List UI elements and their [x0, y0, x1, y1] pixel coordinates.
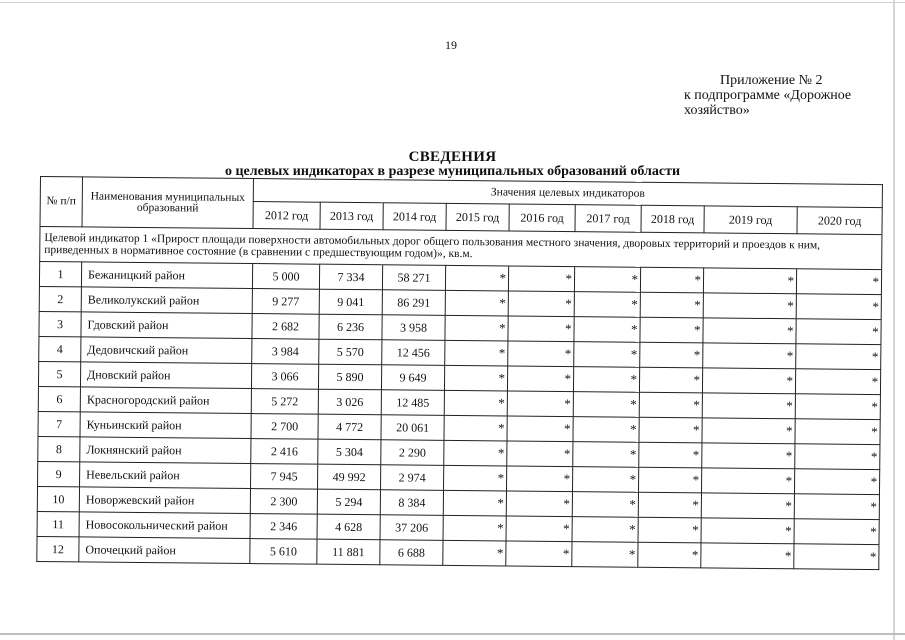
- value-cell-empty: *: [572, 467, 638, 493]
- value-cell-empty: *: [639, 417, 702, 443]
- value-cell: 5 570: [319, 339, 382, 365]
- col-header-year: 2020 год: [797, 207, 882, 234]
- municipality-name: Красногородский район: [80, 387, 251, 414]
- value-cell: 9 277: [252, 289, 319, 315]
- value-cell-empty: *: [640, 342, 703, 368]
- col-header-number: № п/п: [40, 177, 82, 227]
- value-cell-empty: *: [638, 517, 701, 543]
- value-cell-empty: *: [508, 341, 574, 367]
- value-cell-empty: *: [445, 340, 508, 366]
- value-cell: 8 384: [380, 490, 443, 516]
- value-cell-empty: *: [796, 269, 881, 295]
- col-header-year: 2013 год: [320, 203, 383, 230]
- document-subtitle: о целевых индикаторах в разрезе муниципальных образований области: [224, 164, 681, 179]
- col-header-name: Наименования муниципальных образований: [82, 177, 253, 229]
- value-cell: 7 945: [251, 464, 318, 490]
- value-cell: 2 682: [252, 314, 319, 340]
- row-number: 3: [39, 311, 81, 336]
- value-cell: 3 984: [252, 339, 319, 365]
- value-cell-empty: *: [640, 292, 703, 318]
- value-cell-empty: *: [573, 417, 639, 443]
- municipality-name: Бежаницкий район: [81, 262, 252, 289]
- row-number: 9: [38, 461, 80, 486]
- row-number: 8: [38, 436, 80, 461]
- appendix-line-1: Приложение № 2: [720, 73, 823, 88]
- row-number: 11: [37, 511, 79, 536]
- value-cell: 5 272: [251, 389, 318, 415]
- value-cell-empty: *: [508, 291, 574, 317]
- value-cell: 12 485: [381, 390, 444, 416]
- value-cell-empty: *: [507, 416, 573, 442]
- value-cell-empty: *: [574, 267, 640, 293]
- value-cell-empty: *: [701, 493, 794, 519]
- value-cell-empty: *: [507, 441, 573, 467]
- value-cell: 12 456: [382, 340, 445, 366]
- col-header-values: Значения целевых индикаторов: [253, 179, 882, 209]
- value-cell: 58 271: [382, 265, 445, 291]
- value-cell: 86 291: [382, 290, 445, 316]
- value-cell-empty: *: [574, 342, 640, 368]
- value-cell: 2 416: [251, 439, 318, 465]
- value-cell: 2 290: [381, 440, 444, 466]
- value-cell-empty: *: [795, 369, 880, 395]
- value-cell-empty: *: [703, 293, 796, 319]
- value-cell-empty: *: [444, 440, 507, 466]
- value-cell: 37 206: [380, 515, 443, 541]
- value-cell: 6 236: [319, 314, 382, 340]
- value-cell-empty: *: [640, 317, 703, 343]
- value-cell-empty: *: [638, 542, 701, 568]
- value-cell: 5 294: [317, 489, 380, 515]
- value-cell-empty: *: [506, 491, 572, 517]
- value-cell-empty: *: [702, 368, 795, 394]
- value-cell-empty: *: [572, 492, 638, 518]
- row-number: 6: [38, 386, 80, 411]
- value-cell: 5 890: [318, 364, 381, 390]
- value-cell-empty: *: [638, 492, 701, 518]
- value-cell-empty: *: [703, 268, 796, 294]
- scan-edge-top: [0, 2, 905, 3]
- value-cell-empty: *: [443, 490, 506, 516]
- value-cell: 2 700: [251, 414, 318, 440]
- value-cell-empty: *: [574, 317, 640, 343]
- scan-edge-right: [893, 0, 895, 640]
- value-cell: 4 628: [317, 514, 380, 540]
- appendix-note: [684, 73, 851, 118]
- value-cell-empty: *: [444, 415, 507, 441]
- value-cell-empty: *: [701, 543, 794, 569]
- row-number: 1: [39, 262, 81, 287]
- value-cell: 5 000: [252, 264, 319, 290]
- value-cell: 11 881: [317, 539, 380, 565]
- value-cell-empty: *: [703, 343, 796, 369]
- municipality-name: Опочецкий район: [79, 537, 250, 564]
- value-cell-empty: *: [638, 467, 701, 493]
- value-cell-empty: *: [640, 267, 703, 293]
- municipality-name: Новоржевский район: [79, 487, 250, 514]
- value-cell-empty: *: [507, 366, 573, 392]
- col-header-year: 2016 год: [509, 204, 575, 231]
- value-cell-empty: *: [639, 442, 702, 468]
- value-cell-empty: *: [573, 392, 639, 418]
- value-cell-empty: *: [506, 541, 572, 567]
- appendix-line-2: к подпрограмме «Дорожное: [684, 88, 852, 103]
- municipality-name: Великолукский район: [81, 287, 252, 314]
- value-cell: 9 041: [319, 289, 382, 315]
- value-cell-empty: *: [443, 515, 506, 541]
- value-cell-empty: *: [796, 294, 881, 320]
- value-cell: 3 958: [382, 315, 445, 341]
- value-cell-empty: *: [445, 290, 508, 316]
- value-cell: 20 061: [381, 415, 444, 441]
- row-number: 12: [37, 536, 79, 561]
- value-cell-empty: *: [573, 442, 639, 468]
- municipality-name: Гдовский район: [81, 312, 252, 339]
- value-cell-empty: *: [795, 394, 880, 420]
- appendix-line-3: хозяйство»: [684, 103, 750, 118]
- row-number: 2: [39, 286, 81, 311]
- value-cell-empty: *: [572, 517, 638, 543]
- municipality-name: Новосокольнический район: [79, 512, 250, 539]
- value-cell-empty: *: [506, 516, 572, 542]
- municipality-name: Дновский район: [80, 362, 251, 389]
- value-cell-empty: *: [794, 469, 879, 495]
- value-cell-empty: *: [444, 390, 507, 416]
- indicators-table: [36, 176, 883, 570]
- value-cell-empty: *: [796, 344, 881, 370]
- municipality-name: Локнянский район: [80, 437, 251, 464]
- value-cell: 49 992: [318, 464, 381, 490]
- value-cell: 3 066: [251, 364, 318, 390]
- value-cell-empty: *: [574, 292, 640, 318]
- value-cell-empty: *: [702, 443, 795, 469]
- col-header-year: 2017 год: [575, 205, 641, 232]
- row-number: 7: [38, 411, 80, 436]
- value-cell-empty: *: [573, 367, 639, 393]
- col-header-year: 2015 год: [446, 204, 509, 231]
- municipality-name: Невельский район: [80, 462, 251, 489]
- value-cell-empty: *: [794, 494, 879, 520]
- value-cell: 9 649: [381, 365, 444, 391]
- page-number: 19: [445, 38, 457, 52]
- value-cell: 4 772: [318, 414, 381, 440]
- col-header-year: 2014 год: [383, 203, 446, 230]
- value-cell: 2 300: [250, 489, 317, 515]
- value-cell: 2 346: [250, 514, 317, 540]
- value-cell: 5 304: [318, 439, 381, 465]
- col-header-year: 2012 год: [253, 202, 320, 229]
- value-cell-empty: *: [795, 444, 880, 470]
- value-cell-empty: *: [445, 265, 508, 291]
- value-cell-empty: *: [506, 466, 572, 492]
- value-cell-empty: *: [701, 518, 794, 544]
- value-cell-empty: *: [508, 316, 574, 342]
- value-cell-empty: *: [794, 519, 879, 545]
- value-cell-empty: *: [794, 544, 879, 570]
- value-cell-empty: *: [702, 418, 795, 444]
- scan-edge-bottom: [0, 633, 905, 635]
- row-number: 5: [38, 361, 80, 386]
- col-header-year: 2018 год: [641, 206, 704, 233]
- value-cell-empty: *: [443, 540, 506, 566]
- value-cell: 2 974: [381, 465, 444, 491]
- col-header-year: 2019 год: [704, 206, 797, 233]
- municipality-name: Куньинский район: [80, 412, 251, 439]
- value-cell-empty: *: [702, 393, 795, 419]
- value-cell-empty: *: [701, 468, 794, 494]
- document-title: СВЕДЕНИЯ: [408, 149, 497, 165]
- indicators-table-wrapper: [36, 176, 882, 570]
- value-cell-empty: *: [508, 266, 574, 292]
- value-cell-empty: *: [795, 419, 880, 445]
- value-cell-empty: *: [703, 318, 796, 344]
- row-number: 4: [39, 336, 81, 361]
- value-cell-empty: *: [507, 391, 573, 417]
- municipality-name: Дедовичский район: [81, 337, 252, 364]
- row-number: 10: [37, 486, 79, 511]
- value-cell: 7 334: [319, 264, 382, 290]
- value-cell-empty: *: [572, 542, 638, 568]
- value-cell-empty: *: [445, 315, 508, 341]
- value-cell-empty: *: [796, 319, 881, 345]
- value-cell-empty: *: [444, 465, 507, 491]
- value-cell-empty: *: [639, 367, 702, 393]
- value-cell: 6 688: [380, 540, 443, 566]
- value-cell: 3 026: [318, 389, 381, 415]
- value-cell: 5 610: [250, 539, 317, 565]
- value-cell-empty: *: [639, 392, 702, 418]
- indicator-description: Целевой индикатор 1 «Прирост площади поверхности автомобильных дорог общего пользования местного значения, дворовых территорий и проездов к ним, приведенных в нормативное состояние (в сравнении с предшествующим годом)», кв.м.: [40, 227, 882, 270]
- value-cell-empty: *: [444, 365, 507, 391]
